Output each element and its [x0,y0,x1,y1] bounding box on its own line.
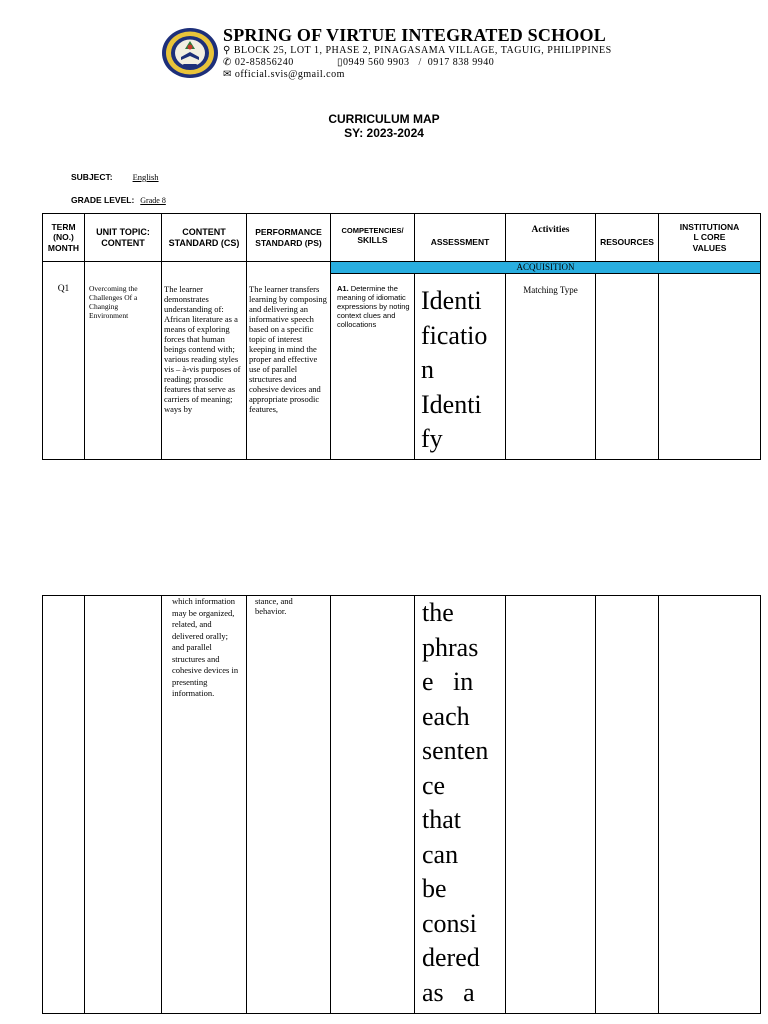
curriculum-table-continued [42,595,761,1014]
resources-header: RESOURCES [596,214,659,262]
assessment-cell: the phras e in each senten ce that can be consi dered as a [415,596,506,1014]
competency-cell [331,274,415,460]
subject-label: SUBJECT: [71,172,113,182]
phone: 02-85856240 [234,57,294,68]
unit-topic-cell [85,596,162,1014]
mobile: 0949 560 9903 / 0917 838 9940 [343,57,495,68]
competency-text: Determine the meaning of idiomatic expressions by noting context clues and collocations [337,284,410,329]
term-header: TERM (NO.) MONTH [43,214,85,262]
table-row [43,596,761,1014]
phone-line [223,57,294,68]
address-line [223,45,612,56]
school-year: SY: 2023-2024 [344,126,424,140]
grade-row [71,190,166,208]
email-line [223,69,345,80]
location-pin-icon: ⚲ [223,45,231,56]
competency-cell [331,596,415,1014]
subject-value: English [132,172,159,182]
phone-icon: ✆ [223,57,232,68]
competency-code: A1. [337,284,349,293]
header-row [43,214,761,262]
subject-row [71,167,159,185]
unit-topic-header: UNIT TOPIC: CONTENT [85,214,162,262]
performance-standard-header: PERFORMANCE STANDARD (PS) [247,214,331,262]
assessment-header: ASSESSMENT [415,214,506,262]
assessment-cell: Identi ficatio n Identi fy [415,274,506,460]
content-standard-cell: which information may be organized, related, and delivered orally; and parallel structures and cohesive devices in presenting information. [162,596,247,1014]
mobile-phone-icon: ▯ [337,57,344,68]
table-row [43,274,761,460]
grade-value: Grade 8 [140,196,166,205]
content-standard-header: CONTENT STANDARD (CS) [162,214,247,262]
email: official.svis@gmail.com [234,69,345,80]
unit-topic-cell: Overcoming the Challenges Of a Changing Environment [85,274,162,460]
address: BLOCK 25, LOT 1, PHASE 2, PINAGASAMA VILLAGE, TAGUIG, PHILIPPINES [233,45,612,56]
grade-label: GRADE LEVEL: [71,195,135,205]
performance-standard-cell: stance, and behavior. [247,596,331,1014]
term-cell [43,596,85,1014]
school-name: SPRING OF VIRTUE INTEGRATED SCHOOL [223,25,606,45]
activities-header: Activities [506,214,596,262]
mobile-line [337,57,494,68]
competencies-header: COMPETENCIES/ SKILLS [331,214,415,262]
resources-cell [596,274,659,460]
core-values-cell [659,596,761,1014]
envelope-icon: ✉ [223,69,232,80]
content-standard-cell: The learner demonstrates understanding of: African literature as a means of exploring forces that human beings contend with; various reading styles vis – à-vis purposes of reading; prosodic features that serve as carriers of meaning; ways by [162,274,247,460]
resources-cell [596,596,659,1014]
core-values-header: INSTITUTIONA L CORE VALUES [659,214,761,262]
core-values-cell [659,274,761,460]
acquisition-band: ACQUISITION [331,262,761,274]
performance-standard-cell: The learner transfers learning by composing and delivering an informative speech based on a specific topic of interest keeping in mind the proper and effective use of parallel structures and cohesive devices and appropriate prosodic features, [247,274,331,460]
section-row [43,262,761,274]
activities-cell [506,596,596,1014]
activities-cell: Matching Type [506,274,596,460]
doc-title: CURRICULUM MAP [328,112,440,126]
term-cell: Q1 [43,274,85,460]
curriculum-table [42,213,761,460]
school-logo [161,27,219,79]
